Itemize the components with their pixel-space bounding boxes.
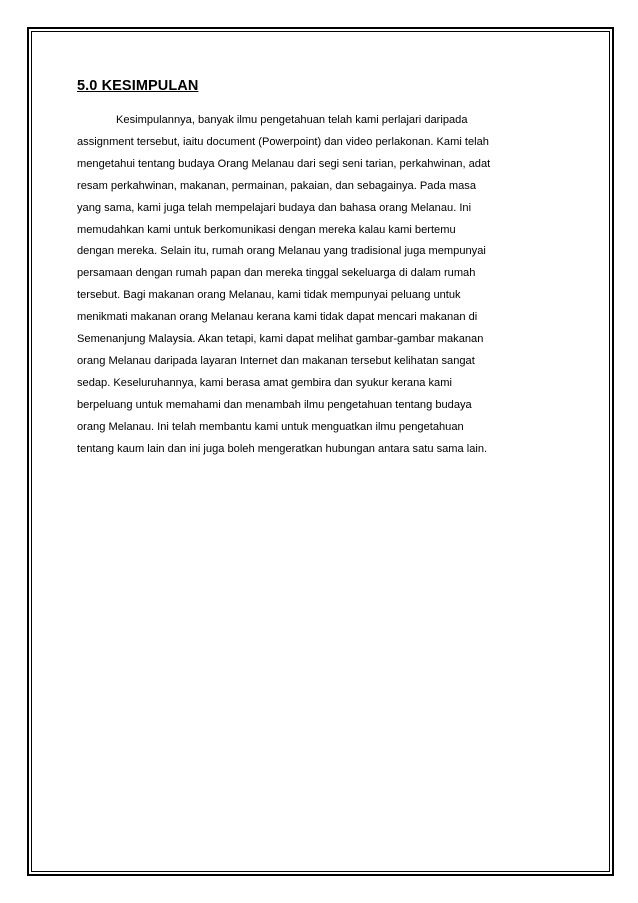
conclusion-paragraph	[77, 110, 577, 461]
paragraph-line: berpeluang untuk memahami dan menambah ilmu pengetahuan tentang budaya	[77, 398, 472, 411]
paragraph-line: orang Melanau daripada layaran Internet dan makanan tersebut kelihatan sangat	[77, 354, 475, 367]
paragraph-line: yang sama, kami juga telah mempelajari budaya dan bahasa orang Melanau. Ini	[77, 201, 472, 214]
paragraph-line: menikmati makanan orang Melanau kerana kami tidak dapat mencari makanan di	[77, 311, 478, 324]
paragraph-line: assignment tersebut, iaitu document (Powerpoint) dan video perlakonan. Kami telah	[77, 135, 489, 148]
paragraph-line: mengetahui tentang budaya Orang Melanau dari segi seni tarian, perkahwinan, adat	[77, 157, 491, 170]
paragraph-line: tentang kaum lain dan ini juga boleh mengeratkan hubungan antara satu sama lain.	[77, 442, 488, 455]
paragraph-line: Kesimpulannya, banyak ilmu pengetahuan telah kami perlajari daripada	[116, 114, 468, 126]
paragraph-line: dengan mereka. Selain itu, rumah orang Melanau yang tradisional juga mempunyai	[77, 245, 486, 258]
paragraph-line: resam perkahwinan, makanan, permainan, pakaian, dan sebagainya. Pada masa	[77, 179, 477, 192]
paragraph-line: memudahkan kami untuk berkomunikasi dengan mereka kalau kami bertemu	[77, 223, 456, 236]
paragraph-line: sedap. Keseluruhannya, kami berasa amat gembira dan syukur kerana kami	[77, 376, 452, 389]
section-heading: 5.0 KESIMPULAN	[77, 78, 199, 94]
paragraph-line: persamaan dengan rumah papan dan mereka tinggal sekeluarga di dalam rumah	[77, 267, 476, 280]
paragraph-line: tersebut. Bagi makanan orang Melanau, kami tidak mempunyai peluang untuk	[77, 289, 461, 302]
document-body	[77, 76, 577, 461]
paragraph-line: Semenanjung Malaysia. Akan tetapi, kami dapat melihat gambar-gambar makanan	[77, 333, 484, 346]
paragraph-line: orang Melanau. Ini telah membantu kami untuk menguatkan ilmu pengetahuan	[77, 420, 464, 433]
